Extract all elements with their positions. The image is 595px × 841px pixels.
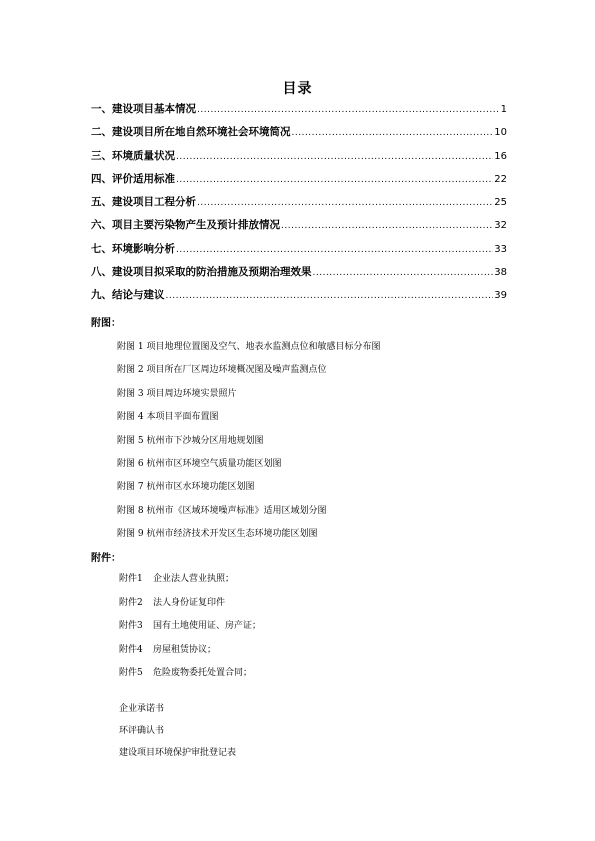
attachment-text: 法人身份证复印件	[153, 597, 226, 608]
figure-item: 附图 9 杭州市经济技术开发区生态环境功能区划图	[117, 529, 318, 540]
additional-document-item: 企业承诺书	[119, 704, 165, 714]
toc-entry-title: 五、建设项目工程分析	[91, 196, 196, 209]
toc-leader-dots	[197, 198, 493, 208]
figure-item: 附图 6 杭州市区环境空气质量功能区划图	[117, 458, 282, 469]
toc-entry-title: 二、建设项目所在地自然环境社会环境简况	[91, 126, 291, 139]
figures-heading: 附图：	[91, 318, 121, 329]
figure-item: 附图 5 杭州市下沙城分区用地规划图	[117, 435, 264, 446]
toc-leader-dots	[197, 105, 500, 115]
attachment-item	[119, 619, 261, 643]
toc-entry-title: 六、项目主要污染物产生及预计排放情况	[91, 219, 280, 232]
attachment-text: 国有土地使用证、房产证；	[153, 621, 262, 631]
toc-page-number: 32	[494, 220, 507, 232]
attachment-item	[119, 572, 261, 596]
toc-leader-dots	[281, 221, 493, 231]
toc-leader-dots	[176, 245, 493, 255]
toc-leader-dots	[313, 268, 494, 278]
toc-entry[interactable]	[91, 194, 507, 217]
toc-entry-title: 七、环境影响分析	[91, 242, 175, 255]
additional-document-item: 环评确认书	[119, 726, 165, 736]
toc-page-number: 22	[494, 173, 507, 185]
toc-leader-dots	[176, 175, 493, 185]
toc-leader-dots	[166, 291, 494, 301]
table-of-contents	[91, 101, 507, 311]
attachment-number: 附件4	[119, 644, 143, 655]
figure-item: 附图 1 项目地理位置图及空气、地表水监测点位和敏感目标分布图	[117, 342, 381, 352]
toc-page-number: 1	[500, 104, 507, 115]
attachment-item	[119, 596, 261, 620]
toc-entry[interactable]	[91, 287, 507, 310]
figures-list	[117, 340, 380, 551]
toc-page-number: 10	[494, 127, 507, 139]
figure-item: 附图 2 项目所在厂区周边环境概况图及噪声监测点位	[117, 365, 327, 376]
attachment-text: 房屋租赁协议；	[153, 644, 217, 655]
attachment-number: 附件2	[119, 597, 143, 608]
toc-entry-title: 八、建设项目拟采取的防治措施及预期治理效果	[91, 266, 312, 279]
attachment-number: 附件3	[119, 621, 143, 631]
toc-entry[interactable]	[91, 217, 507, 240]
toc-entry-title: 一、建设项目基本情况	[91, 103, 196, 115]
toc-entry[interactable]	[91, 171, 507, 194]
attachment-text: 危险废物委托处置合同；	[153, 668, 253, 678]
toc-leader-dots	[292, 128, 494, 138]
additional-documents-list	[119, 702, 236, 768]
toc-entry[interactable]	[91, 101, 507, 124]
figure-item: 附图 3 项目周边环境实景照片	[117, 388, 237, 399]
toc-entry-title: 三、环境质量状况	[91, 149, 175, 162]
attachment-item	[119, 643, 261, 667]
figure-item: 附图 7 杭州市区水环境功能区划图	[117, 482, 255, 493]
toc-page-number: 39	[494, 290, 507, 302]
toc-entry-title: 九、结论与建议	[91, 289, 165, 302]
toc-page-number: 38	[494, 267, 507, 279]
toc-page-number: 25	[494, 197, 507, 209]
page-title: 目录	[282, 81, 313, 97]
attachment-text: 企业法人营业执照；	[153, 574, 235, 584]
attachment-number: 附件5	[119, 668, 143, 678]
toc-entry[interactable]	[91, 148, 507, 171]
toc-entry[interactable]	[91, 264, 507, 287]
toc-page-number: 33	[494, 243, 507, 255]
toc-leader-dots	[176, 152, 493, 162]
toc-entry-title: 四、评价适用标准	[91, 172, 175, 185]
toc-page-number: 16	[494, 150, 507, 162]
figure-item: 附图 8 杭州市《区域环境噪声标准》适用区域划分图	[117, 505, 327, 516]
attachment-number: 附件1	[119, 574, 143, 584]
attachments-list	[119, 572, 261, 690]
toc-entry[interactable]	[91, 241, 507, 264]
figure-item: 附图 4 本项目平面布置图	[117, 412, 219, 423]
toc-entry[interactable]	[91, 124, 507, 147]
additional-document-item: 建设项目环境保护审批登记表	[119, 748, 237, 758]
attachments-heading: 附件：	[91, 553, 121, 564]
attachment-item	[119, 666, 261, 690]
